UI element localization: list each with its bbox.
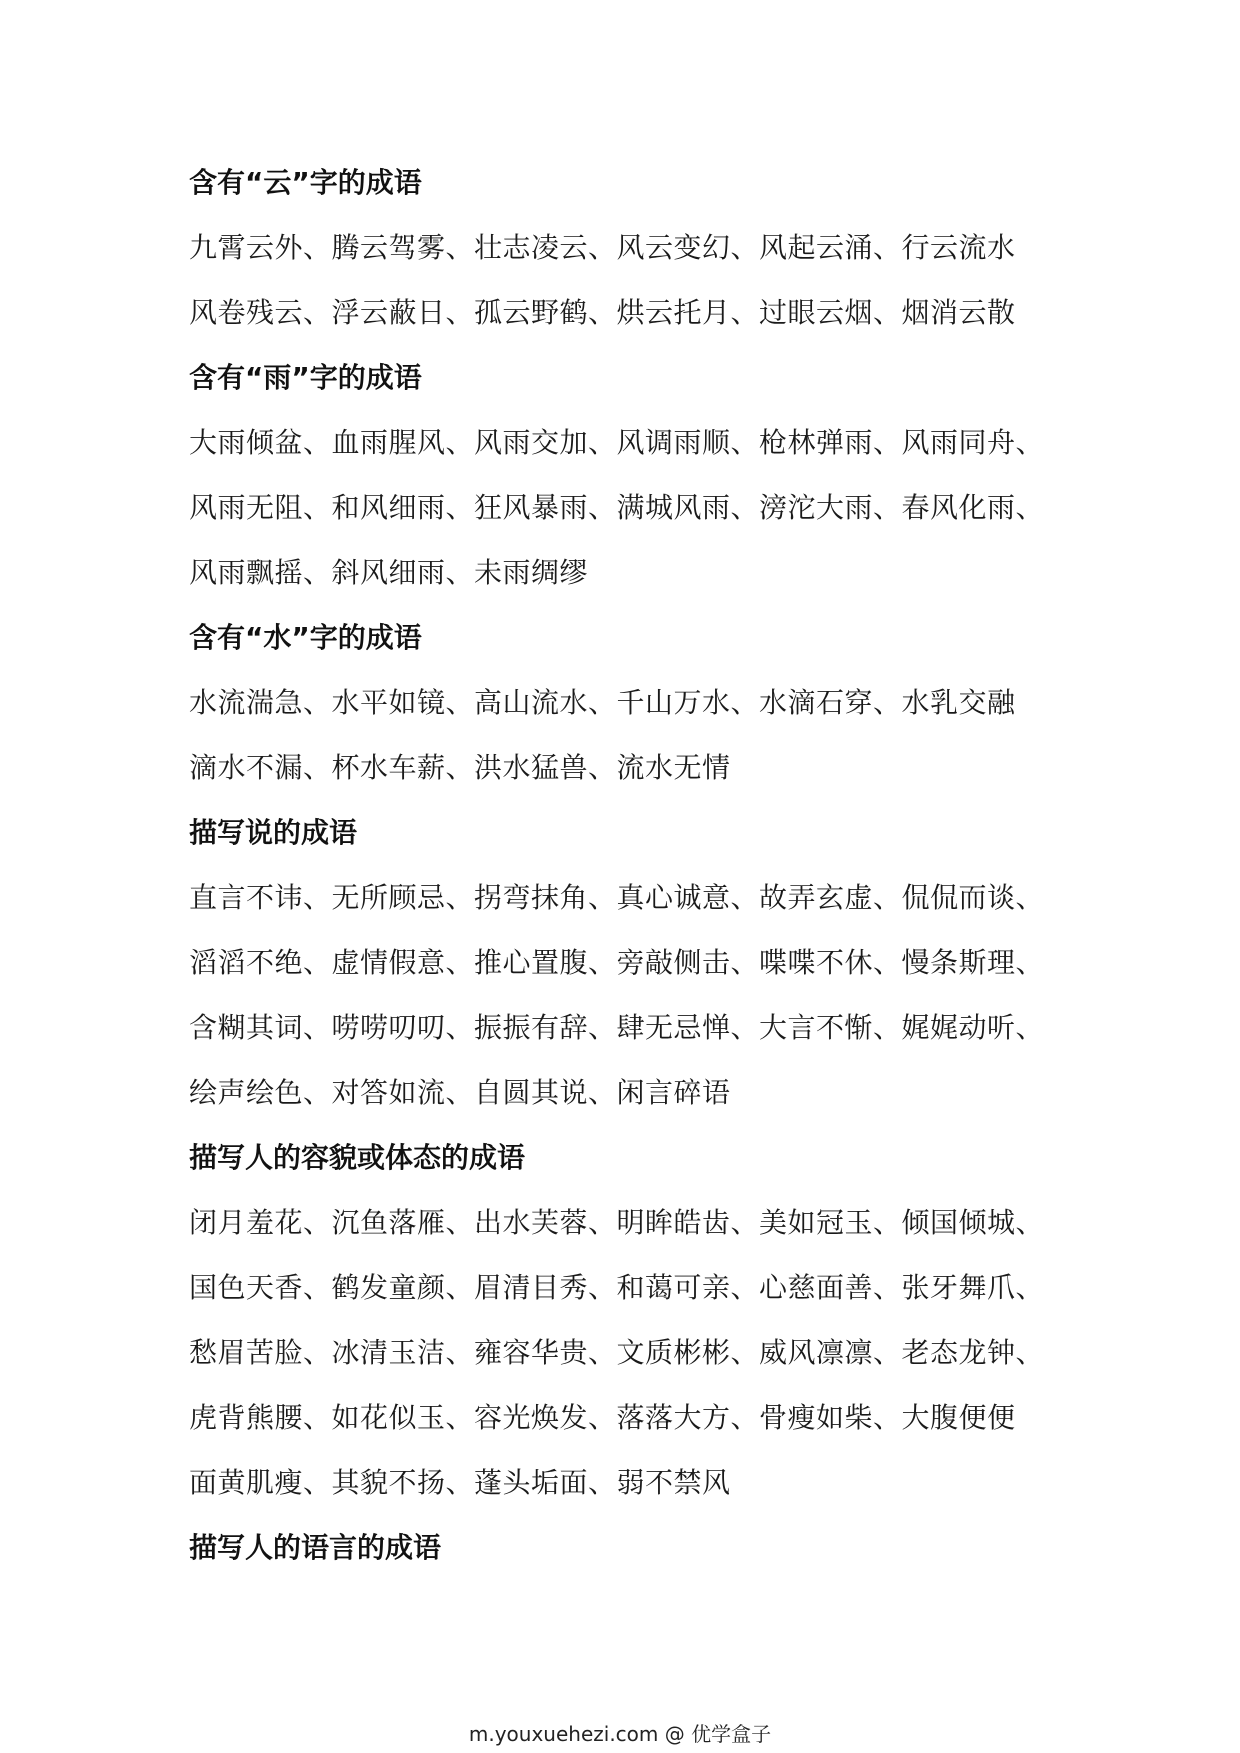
section-appearance bbox=[189, 1125, 1089, 1515]
idiom-line: 面黄肌瘦、其貌不扬、蓬头垢面、弱不禁风 bbox=[189, 1466, 731, 1499]
section-cloud bbox=[189, 150, 1089, 345]
section-heading: 描写人的容貌或体态的成语 bbox=[189, 1141, 526, 1174]
section-heading: 描写人的语言的成语 bbox=[189, 1531, 442, 1564]
section-water bbox=[189, 605, 1089, 800]
section-language bbox=[189, 1515, 1089, 1580]
idiom-line: 大雨倾盆、血雨腥风、风雨交加、风调雨顺、枪林弹雨、风雨同舟、 bbox=[189, 426, 1045, 459]
idiom-line: 九霄云外、腾云驾雾、壮志凌云、风云变幻、风起云涌、行云流水 bbox=[189, 231, 1016, 264]
idiom-line: 绘声绘色、对答如流、自圆其说、闲言碎语 bbox=[189, 1076, 731, 1109]
idiom-line: 国色天香、鹤发童颜、眉清目秀、和蔼可亲、心慈面善、张牙舞爪、 bbox=[189, 1271, 1045, 1304]
idiom-line: 滔滔不绝、虚情假意、推心置腹、旁敲侧击、喋喋不休、慢条斯理、 bbox=[189, 946, 1045, 979]
idiom-line: 愁眉苦脸、冰清玉洁、雍容华贵、文质彬彬、威风凛凛、老态龙钟、 bbox=[189, 1336, 1045, 1369]
idiom-line: 水流湍急、水平如镜、高山流水、千山万水、水滴石穿、水乳交融 bbox=[189, 686, 1016, 719]
idiom-line: 风雨无阻、和风细雨、狂风暴雨、满城风雨、滂沱大雨、春风化雨、 bbox=[189, 491, 1045, 524]
idiom-line: 风雨飘摇、斜风细雨、未雨绸缪 bbox=[189, 556, 589, 589]
idiom-line: 直言不讳、无所顾忌、拐弯抹角、真心诚意、故弄玄虚、侃侃而谈、 bbox=[189, 881, 1045, 914]
idiom-line: 风卷残云、浮云蔽日、孤云野鹤、烘云托月、过眼云烟、烟消云散 bbox=[189, 296, 1016, 329]
section-heading: 含有“云”字的成语 bbox=[189, 166, 422, 199]
section-heading: 含有“水”字的成语 bbox=[189, 621, 422, 654]
idiom-line: 闭月羞花、沉鱼落雁、出水芙蓉、明眸皓齿、美如冠玉、倾国倾城、 bbox=[189, 1206, 1045, 1239]
section-speaking bbox=[189, 800, 1089, 1125]
idiom-line: 滴水不漏、杯水车薪、洪水猛兽、流水无情 bbox=[189, 751, 731, 784]
section-heading: 含有“雨”字的成语 bbox=[189, 361, 422, 394]
section-rain bbox=[189, 345, 1089, 605]
document-content bbox=[189, 150, 1089, 1580]
idiom-line: 含糊其词、唠唠叨叨、振振有辞、肆无忌惮、大言不惭、娓娓动听、 bbox=[189, 1011, 1045, 1044]
section-heading: 描写说的成语 bbox=[189, 816, 358, 849]
idiom-line: 虎背熊腰、如花似玉、容光焕发、落落大方、骨瘦如柴、大腹便便 bbox=[189, 1401, 1016, 1434]
page-footer-watermark: m.youxuehezi.com @ 优学盒子 bbox=[468, 1722, 772, 1746]
